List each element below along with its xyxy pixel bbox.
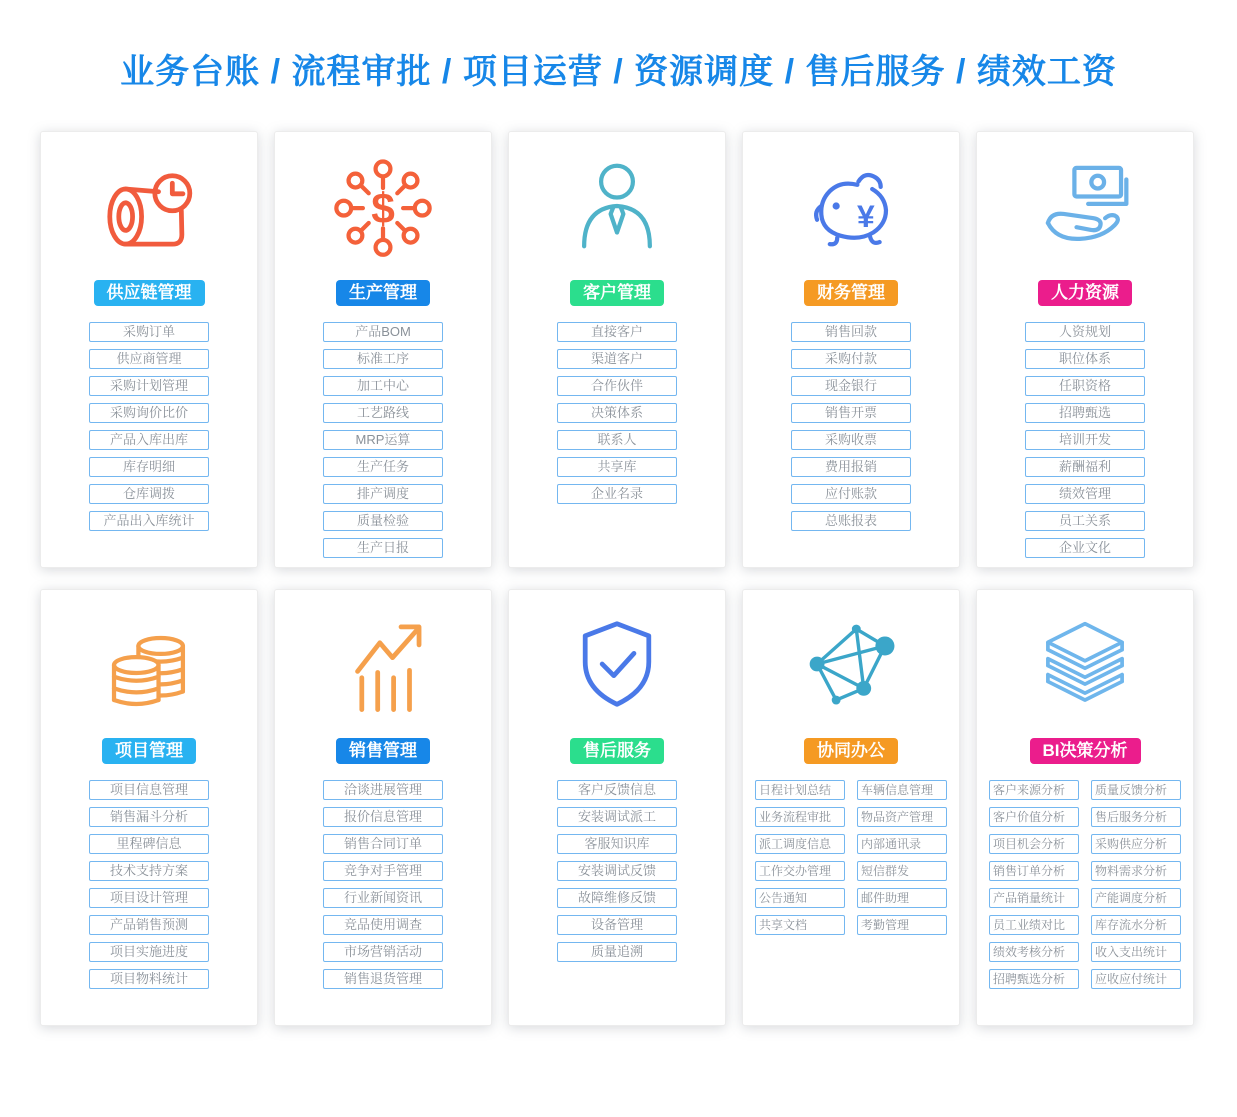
module-item-list bbox=[755, 780, 947, 935]
card-after-sales bbox=[508, 589, 726, 1026]
module-item: 考勤管理 bbox=[857, 915, 947, 935]
module-item: 公告通知 bbox=[755, 888, 845, 908]
module-item-column bbox=[89, 780, 209, 989]
module-item: 绩效管理 bbox=[1025, 484, 1145, 504]
module-item: 竞品使用调查 bbox=[323, 915, 443, 935]
module-item: 采购订单 bbox=[89, 322, 209, 342]
module-item: 职位体系 bbox=[1025, 349, 1145, 369]
module-item: 绩效考核分析 bbox=[989, 942, 1079, 962]
module-item: 费用报销 bbox=[791, 457, 911, 477]
module-item: 销售订单分析 bbox=[989, 861, 1079, 881]
module-item: 任职资格 bbox=[1025, 376, 1145, 396]
person-icon bbox=[564, 132, 670, 280]
module-item: 客户来源分析 bbox=[989, 780, 1079, 800]
module-item-column bbox=[557, 780, 677, 962]
module-item-list bbox=[89, 322, 209, 531]
module-item-list bbox=[89, 780, 209, 989]
module-item: MRP运算 bbox=[323, 430, 443, 450]
module-item-column bbox=[1025, 322, 1145, 558]
module-item-list bbox=[557, 322, 677, 504]
module-item: 业务流程审批 bbox=[755, 807, 845, 827]
module-item: 生产任务 bbox=[323, 457, 443, 477]
module-item: 报价信息管理 bbox=[323, 807, 443, 827]
module-item: 产品出入库统计 bbox=[89, 511, 209, 531]
module-item: 洽谈进展管理 bbox=[323, 780, 443, 800]
module-title-sales: 销售管理 bbox=[336, 738, 430, 764]
module-item-column bbox=[1091, 780, 1181, 989]
paper-roll-clock-icon bbox=[96, 132, 202, 280]
module-item: 工作交办管理 bbox=[755, 861, 845, 881]
money-in-hand-icon bbox=[1032, 132, 1138, 280]
module-item: 应收应付统计 bbox=[1091, 969, 1181, 989]
module-item: 内部通讯录 bbox=[857, 834, 947, 854]
module-item: 项目机会分析 bbox=[989, 834, 1079, 854]
module-item-list bbox=[323, 780, 443, 989]
module-item: 项目设计管理 bbox=[89, 888, 209, 908]
module-title-production: 生产管理 bbox=[336, 280, 430, 306]
module-item: 标准工序 bbox=[323, 349, 443, 369]
module-item: 里程碑信息 bbox=[89, 834, 209, 854]
module-item: 产品BOM bbox=[323, 322, 443, 342]
module-item: 销售漏斗分析 bbox=[89, 807, 209, 827]
network-graph-icon bbox=[798, 590, 904, 738]
module-item: 员工业绩对比 bbox=[989, 915, 1079, 935]
module-item: 加工中心 bbox=[323, 376, 443, 396]
module-item: 短信群发 bbox=[857, 861, 947, 881]
card-customer bbox=[508, 131, 726, 568]
module-item: 产品销量统计 bbox=[989, 888, 1079, 908]
module-item: 质量反馈分析 bbox=[1091, 780, 1181, 800]
module-title-human-resources: 人力资源 bbox=[1038, 280, 1132, 306]
growth-chart-icon bbox=[330, 590, 436, 738]
module-item-column bbox=[755, 780, 845, 935]
module-item-column bbox=[323, 780, 443, 989]
module-title-supply-chain: 供应链管理 bbox=[94, 280, 205, 306]
module-item: 物料需求分析 bbox=[1091, 861, 1181, 881]
module-item: 仓库调拨 bbox=[89, 484, 209, 504]
module-item: 采购收票 bbox=[791, 430, 911, 450]
module-item: 薪酬福利 bbox=[1025, 457, 1145, 477]
module-item: 渠道客户 bbox=[557, 349, 677, 369]
module-item: 邮件助理 bbox=[857, 888, 947, 908]
module-item: 采购供应分析 bbox=[1091, 834, 1181, 854]
module-item-column bbox=[857, 780, 947, 935]
module-title-customer: 客户管理 bbox=[570, 280, 664, 306]
module-item: 竞争对手管理 bbox=[323, 861, 443, 881]
module-item: 库存流水分析 bbox=[1091, 915, 1181, 935]
page-title: 业务台账 / 流程审批 / 项目运营 / 资源调度 / 售后服务 / 绩效工资 bbox=[120, 53, 1117, 91]
module-item: 决策体系 bbox=[557, 403, 677, 423]
module-item: 项目信息管理 bbox=[89, 780, 209, 800]
module-item: 销售退货管理 bbox=[323, 969, 443, 989]
module-item: 采购付款 bbox=[791, 349, 911, 369]
module-item: 设备管理 bbox=[557, 915, 677, 935]
piggy-bank-icon bbox=[798, 132, 904, 280]
card-bi-analysis bbox=[976, 589, 1194, 1026]
module-title-project: 项目管理 bbox=[102, 738, 196, 764]
module-item: 安装调试派工 bbox=[557, 807, 677, 827]
module-item: 培训开发 bbox=[1025, 430, 1145, 450]
module-item: 项目物料统计 bbox=[89, 969, 209, 989]
module-item: 项目实施进度 bbox=[89, 942, 209, 962]
cards-grid bbox=[40, 131, 1237, 1026]
module-item: 派工调度信息 bbox=[755, 834, 845, 854]
module-item: 企业文化 bbox=[1025, 538, 1145, 558]
shield-check-icon bbox=[564, 590, 670, 738]
module-item: 合作伙伴 bbox=[557, 376, 677, 396]
card-project bbox=[40, 589, 258, 1026]
module-item: 现金银行 bbox=[791, 376, 911, 396]
module-item-list bbox=[1025, 322, 1145, 558]
module-item: 员工关系 bbox=[1025, 511, 1145, 531]
module-title-after-sales: 售后服务 bbox=[570, 738, 664, 764]
module-item-list bbox=[557, 780, 677, 962]
module-item: 产品销售预测 bbox=[89, 915, 209, 935]
module-item: 质量追溯 bbox=[557, 942, 677, 962]
module-item-column bbox=[557, 322, 677, 504]
module-item: 物品资产管理 bbox=[857, 807, 947, 827]
module-item: 销售回款 bbox=[791, 322, 911, 342]
coin-stack-icon bbox=[96, 590, 202, 738]
module-item: 客户价值分析 bbox=[989, 807, 1079, 827]
module-item: 安装调试反馈 bbox=[557, 861, 677, 881]
module-item: 招聘甄选分析 bbox=[989, 969, 1079, 989]
module-item: 应付账款 bbox=[791, 484, 911, 504]
module-item: 收入支出统计 bbox=[1091, 942, 1181, 962]
module-item: 生产日报 bbox=[323, 538, 443, 558]
card-supply-chain bbox=[40, 131, 258, 568]
module-item: 售后服务分析 bbox=[1091, 807, 1181, 827]
card-finance bbox=[742, 131, 960, 568]
module-item: 日程计划总结 bbox=[755, 780, 845, 800]
module-item: 技术支持方案 bbox=[89, 861, 209, 881]
module-item-column bbox=[989, 780, 1079, 989]
module-item-list bbox=[323, 322, 443, 558]
card-sales bbox=[274, 589, 492, 1026]
module-item: 工艺路线 bbox=[323, 403, 443, 423]
card-human-resources bbox=[976, 131, 1194, 568]
module-item: 质量检验 bbox=[323, 511, 443, 531]
card-collaboration bbox=[742, 589, 960, 1026]
svg-text:¥: ¥ bbox=[856, 198, 875, 235]
module-item: 市场营销活动 bbox=[323, 942, 443, 962]
module-item-column bbox=[89, 322, 209, 531]
module-item: 人资规划 bbox=[1025, 322, 1145, 342]
module-item: 企业名录 bbox=[557, 484, 677, 504]
module-item: 销售开票 bbox=[791, 403, 911, 423]
module-item: 库存明细 bbox=[89, 457, 209, 477]
module-item-list bbox=[791, 322, 911, 531]
module-item: 采购计划管理 bbox=[89, 376, 209, 396]
module-item: 客服知识库 bbox=[557, 834, 677, 854]
module-title-bi-analysis: BI决策分析 bbox=[1030, 738, 1141, 764]
module-item: 直接客户 bbox=[557, 322, 677, 342]
module-item: 总账报表 bbox=[791, 511, 911, 531]
module-item: 联系人 bbox=[557, 430, 677, 450]
module-item-column bbox=[791, 322, 911, 531]
module-item: 车辆信息管理 bbox=[857, 780, 947, 800]
card-production bbox=[274, 131, 492, 568]
module-item: 销售合同订单 bbox=[323, 834, 443, 854]
module-item: 客户反馈信息 bbox=[557, 780, 677, 800]
layers-icon bbox=[1032, 590, 1138, 738]
money-network-icon bbox=[330, 132, 436, 280]
module-item: 共享文档 bbox=[755, 915, 845, 935]
module-item: 行业新闻资讯 bbox=[323, 888, 443, 908]
module-item: 产品入库出库 bbox=[89, 430, 209, 450]
module-item-column bbox=[323, 322, 443, 558]
module-item: 产能调度分析 bbox=[1091, 888, 1181, 908]
module-item: 招聘甄选 bbox=[1025, 403, 1145, 423]
module-item: 采购询价比价 bbox=[89, 403, 209, 423]
module-title-finance: 财务管理 bbox=[804, 280, 898, 306]
module-title-collaboration: 协同办公 bbox=[804, 738, 898, 764]
svg-text:$: $ bbox=[371, 184, 395, 232]
module-item: 故障维修反馈 bbox=[557, 888, 677, 908]
module-item: 共享库 bbox=[557, 457, 677, 477]
module-item: 排产调度 bbox=[323, 484, 443, 504]
module-item-list bbox=[989, 780, 1181, 989]
module-item: 供应商管理 bbox=[89, 349, 209, 369]
